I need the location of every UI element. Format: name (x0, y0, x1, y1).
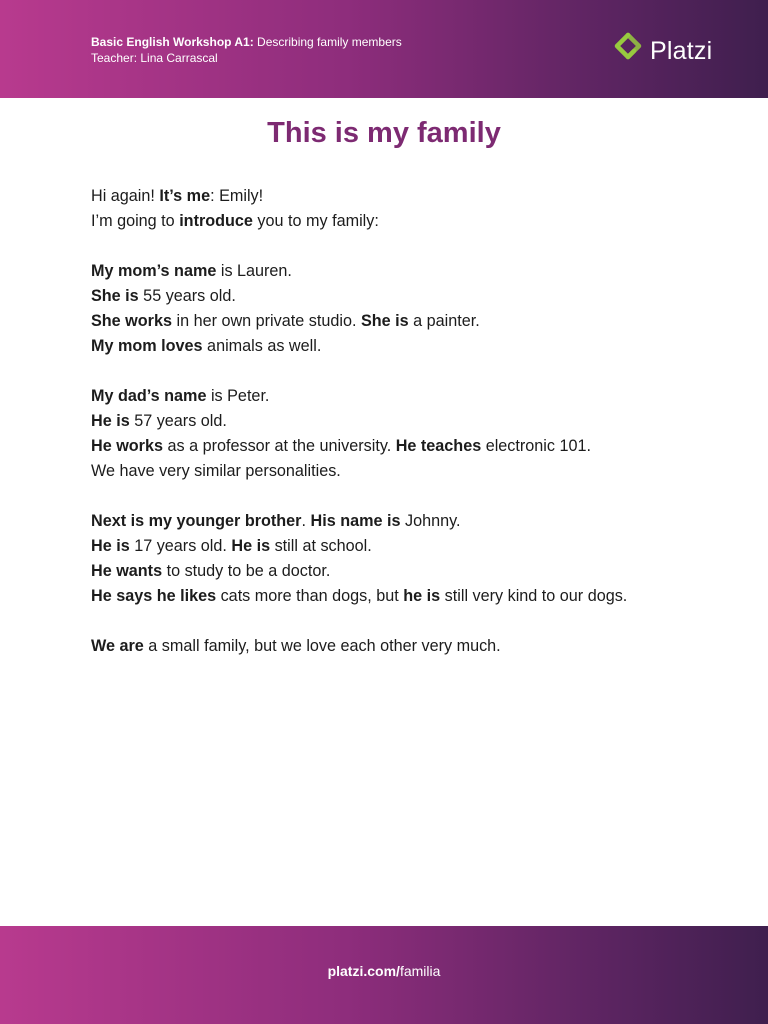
platzi-logo-icon (612, 32, 644, 70)
course-info (91, 35, 402, 66)
text-run: electronic 101. (481, 437, 591, 455)
paragraph (91, 384, 711, 484)
text-line (91, 284, 711, 309)
bold-phrase: She is (91, 287, 139, 305)
header-banner (0, 0, 768, 98)
text-run: in her own private studio. (171, 312, 361, 330)
text-line (91, 534, 711, 559)
text-run: you to my family: (252, 212, 379, 230)
text-line (91, 184, 711, 209)
page-title: This is my family (267, 117, 501, 149)
paragraph (91, 509, 711, 609)
bold-phrase: He is (91, 412, 130, 430)
bold-phrase: It’s me (159, 187, 211, 205)
footer-link[interactable] (0, 963, 768, 979)
text-line (91, 434, 711, 459)
bold-phrase: My dad’s name (91, 387, 207, 405)
bold-phrase: he is (403, 587, 441, 605)
text-run: I’m going to (91, 212, 180, 230)
paragraph (91, 259, 711, 359)
text-run: Hi again! (91, 187, 160, 205)
paragraph (91, 634, 711, 659)
bold-phrase: He teaches (395, 437, 482, 455)
text-run: a painter. (408, 312, 480, 330)
bold-phrase: He is (91, 537, 130, 555)
footer-link-path: familia (399, 963, 441, 979)
text-line (91, 409, 711, 434)
bold-phrase: He wants (91, 562, 163, 580)
bold-phrase: He says he likes (91, 587, 217, 605)
text-line (91, 309, 711, 334)
text-line (91, 584, 711, 609)
text-line (91, 634, 711, 659)
text-line (91, 334, 711, 359)
footer-link-domain: platzi.com/ (327, 963, 400, 979)
text-run: . (301, 512, 311, 530)
platzi-logo[interactable] (612, 32, 712, 70)
bold-phrase: introduce (179, 212, 253, 230)
text-line (91, 259, 711, 284)
bold-phrase: We are (91, 637, 144, 655)
text-line (91, 209, 711, 234)
text-run: is Lauren. (216, 262, 292, 280)
text-line (91, 384, 711, 409)
text-run: Johnny. (400, 512, 461, 530)
bold-phrase: She works (91, 312, 172, 330)
text-line (91, 559, 711, 584)
text-run: as a professor at the university. (162, 437, 396, 455)
text-run: still very kind to our dogs. (440, 587, 628, 605)
course-topic: Describing family members (253, 35, 402, 49)
document-body (91, 184, 711, 684)
text-line (91, 509, 711, 534)
text-line (91, 459, 711, 484)
text-run: animals as well. (202, 337, 322, 355)
text-run: 57 years old. (129, 412, 227, 430)
bold-phrase: She is (360, 312, 409, 330)
bold-phrase: My mom loves (91, 337, 203, 355)
text-run: is Peter. (206, 387, 270, 405)
bold-phrase: My mom’s name (91, 262, 217, 280)
platzi-logo-text: Platzi (650, 36, 713, 65)
text-run: 55 years old. (138, 287, 236, 305)
course-title (91, 35, 402, 51)
text-run: 17 years old. (129, 537, 232, 555)
text-run: : Emily! (210, 187, 264, 205)
bold-phrase: He is (231, 537, 271, 555)
footer-banner (0, 926, 768, 1024)
teacher-name: Teacher: Lina Carrascal (91, 50, 218, 65)
bold-phrase: Next is my younger brother (91, 512, 302, 530)
bold-phrase: He works (91, 437, 163, 455)
paragraph (91, 184, 711, 234)
text-run: a small family, but we love each other very much. (143, 637, 501, 655)
text-run: cats more than dogs, but (216, 587, 404, 605)
text-run: We have very similar personalities. (91, 462, 341, 480)
course-name: Basic English Workshop A1: (91, 35, 254, 49)
bold-phrase: His name is (310, 512, 401, 530)
text-run: still at school. (270, 537, 372, 555)
text-run: to study to be a doctor. (162, 562, 331, 580)
